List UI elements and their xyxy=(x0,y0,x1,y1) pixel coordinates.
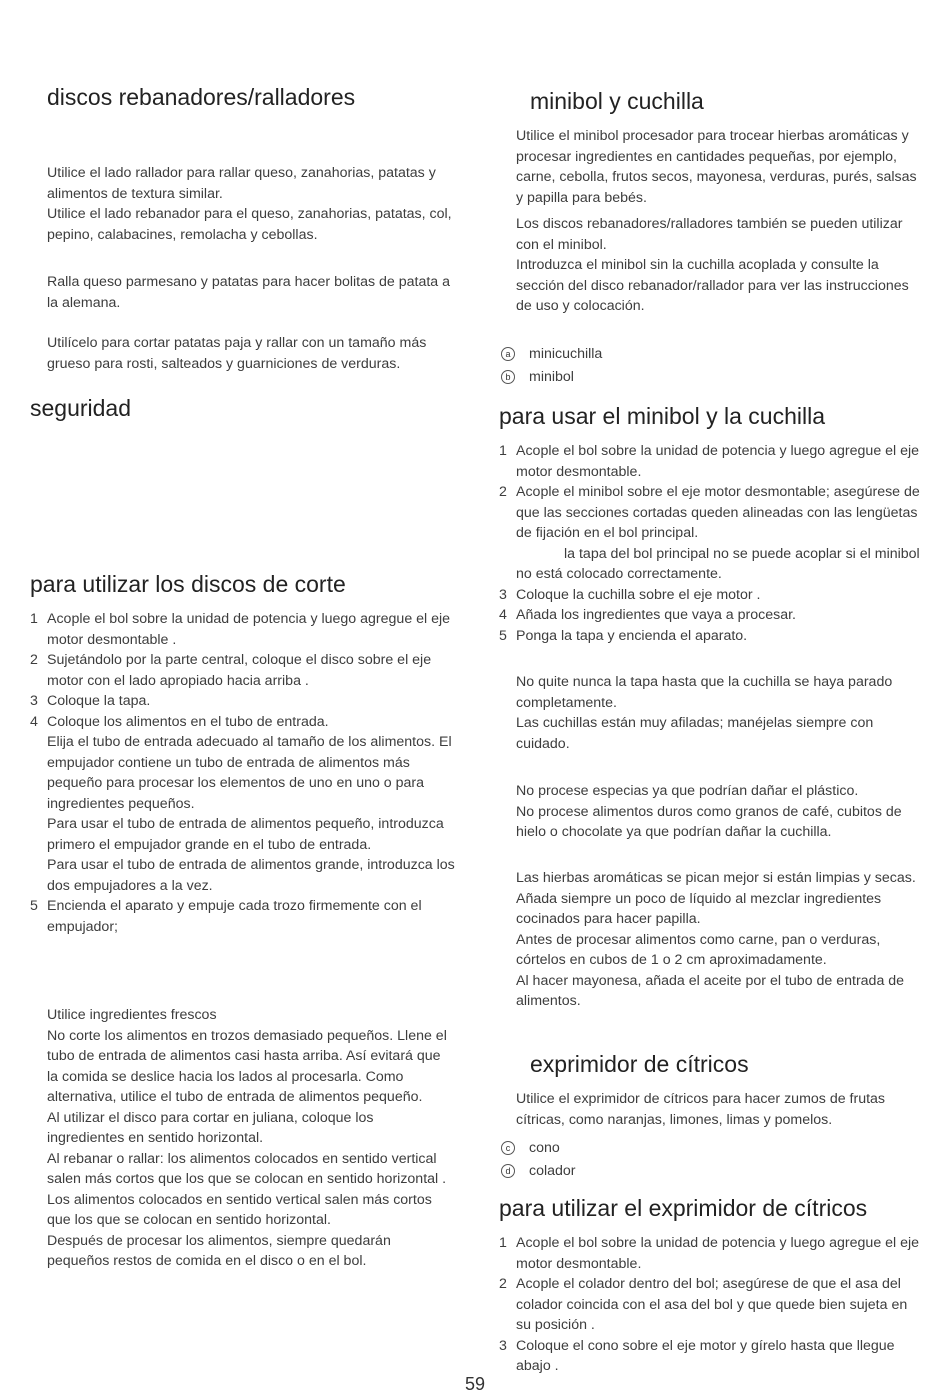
text-line: Al hacer mayonesa, añada el aceite por el tubo de entrada de alimentos. xyxy=(516,972,905,1009)
step-text: Para usar el tubo de entrada de alimentos grande, introduzca los dos empujadores a la vez. xyxy=(47,857,455,894)
step-text: Coloque los alimentos en el tubo de entrada. xyxy=(47,713,329,730)
heading-minibol: minibol y cuchilla xyxy=(530,88,704,114)
text-line: Antes de procesar alimentos como carne, pan o verduras, córtelos en cubos de 1 o 2 cm aproximadamente. xyxy=(516,931,881,968)
heading-discos: discos rebanadores/ralladores xyxy=(47,84,356,110)
heading-usar-minibol: para usar el minibol y la cuchilla xyxy=(499,403,825,429)
step-number: 4 xyxy=(30,713,38,730)
text-line: Los discos rebanadores/ralladores también se pueden utilizar con el minibol. xyxy=(516,216,903,253)
list-item xyxy=(499,626,923,647)
list-item xyxy=(30,712,455,897)
text-line: Ralla queso parmesano y patatas para hacer bolitas de patata a la alemana. xyxy=(47,274,451,311)
text-line: No procese especias ya que podrían dañar el plástico. xyxy=(516,783,859,799)
legend-item xyxy=(501,1137,576,1160)
text-line: Después de procesar los alimentos, siempre quedarán pequeños restos de comida en el disco o en el bol. xyxy=(47,1232,391,1269)
step-text: Coloque el cono sobre el eje motor y gírelo hasta que llegue abajo . xyxy=(516,1337,895,1374)
legend-item xyxy=(501,343,602,366)
text-line: Utilícelo para cortar patatas paja y rallar con un tamaño más grueso para rosti, salteados y guarniciones de verduras. xyxy=(47,335,427,372)
list-item xyxy=(30,896,455,937)
step-text: Elija el tubo de entrada adecuado al tamaño de los alimentos. El empujador contiene un tubo de entrada de alimentos más pequeño para procesar los elementos de uno en uno o para ingredientes pequeños. xyxy=(47,734,452,812)
list-item xyxy=(499,1274,923,1336)
minibol-hints xyxy=(516,868,922,1012)
corte-steps-list xyxy=(30,609,455,937)
text-line: Las hierbas aromáticas se pican mejor si están limpias y secas. xyxy=(516,870,916,886)
step-text: Ponga la tapa y encienda el aparato. xyxy=(516,627,748,644)
step-text: Para usar el tubo de entrada de alimentos pequeño, introduzca primero el empujador grande en el tubo de entrada. xyxy=(47,816,444,853)
text-line: No procese alimentos duros como granos de café, cubitos de hielo o chocolate ya que podrían dañar la cuchilla. xyxy=(516,803,902,840)
heading-usar-exprimidor: para utilizar el exprimidor de cítricos xyxy=(499,1195,868,1221)
minibol-paragraph-2 xyxy=(516,214,922,317)
step-number: 1 xyxy=(30,611,38,627)
legend-item xyxy=(501,366,602,389)
step-text: Añada los ingredientes que vaya a procesar. xyxy=(516,607,796,623)
list-item xyxy=(499,482,923,585)
usar-exprimidor-steps xyxy=(499,1233,923,1377)
step-text: Acople el bol sobre la unidad de potencia y luego agregue el eje motor desmontable. xyxy=(516,1235,920,1272)
text-line: Utilice ingredientes frescos xyxy=(47,1007,217,1023)
step-number: 3 xyxy=(499,586,507,603)
heading-seguridad: seguridad xyxy=(30,395,132,421)
text-line: Añada siempre un poco de líquido al mezclar ingredientes cocinados para hacer papilla. xyxy=(516,890,882,927)
step-number: 1 xyxy=(499,443,507,459)
text-line: Introduzca el minibol sin la cuchilla acoplada y consulte la sección del disco rebanador/rallador para ver las instrucciones de uso y colocación. xyxy=(516,257,909,314)
step-number: 1 xyxy=(499,1235,507,1251)
list-item xyxy=(30,691,455,712)
step-number: 2 xyxy=(499,484,507,500)
step-text: Acople el minibol sobre el eje motor desmontable; asegúrese de que las secciones cortadas queden alineadas con las lengüetas de fijación en el bol principal. xyxy=(516,484,920,541)
list-item xyxy=(30,609,455,650)
minibol-legend xyxy=(501,343,602,388)
text-line: Utilice el lado rallador para rallar queso, zanahorias, patatas y alimentos de textura similar. xyxy=(47,165,436,202)
list-item xyxy=(499,441,923,482)
list-item xyxy=(499,605,923,626)
heading-exprimidor: exprimidor de cítricos xyxy=(530,1051,749,1077)
step-number: 3 xyxy=(499,1337,507,1354)
legend-label: colador xyxy=(529,1162,576,1179)
discos-paragraph-3 xyxy=(47,333,452,374)
corte-tips xyxy=(47,1005,452,1272)
heading-discos-corte: para utilizar los discos de corte xyxy=(30,571,346,597)
usar-minibol-steps xyxy=(499,441,923,646)
page-number: 59 xyxy=(464,1374,486,1394)
list-item xyxy=(30,650,455,691)
list-item xyxy=(499,1233,923,1274)
exprimidor-paragraph xyxy=(516,1089,922,1130)
legend-item xyxy=(501,1160,576,1183)
letter-badge: c xyxy=(501,1141,515,1155)
exprimidor-legend xyxy=(501,1137,576,1182)
legend-label: minicuchilla xyxy=(529,346,603,362)
step-number: 5 xyxy=(499,627,507,644)
text-line: No quite nunca la tapa hasta que la cuchilla se haya parado completamente. xyxy=(516,674,893,711)
legend-label: cono xyxy=(529,1140,560,1156)
legend-label: minibol xyxy=(529,368,574,385)
discos-paragraph-1 xyxy=(47,163,452,245)
step-number: 3 xyxy=(30,693,38,709)
discos-paragraph-2 xyxy=(47,272,452,313)
letter-badge: d xyxy=(501,1164,515,1178)
step-text: la tapa del bol principal no se puede acoplar si el minibol no está colocado correctamente. xyxy=(516,545,920,582)
step-number: 4 xyxy=(499,607,507,623)
text-line: Al utilizar el disco para cortar en juliana, coloque los ingredientes en sentido horizontal. xyxy=(47,1109,374,1146)
step-text: Acople el colador dentro del bol; asegúrese de que el asa del colador coincida con el asa del bol y que quede bien sujeta en su posición . xyxy=(516,1276,908,1333)
text-line: Utilice el exprimidor de cítricos para hacer zumos de frutas cítricas, como naranjas, limones, limas y pomelos. xyxy=(516,1091,886,1128)
step-text: Acople el bol sobre la unidad de potencia y luego agregue el eje motor desmontable . xyxy=(47,611,451,648)
step-number: 5 xyxy=(30,898,38,914)
step-text: Acople el bol sobre la unidad de potencia y luego agregue el eje motor desmontable. xyxy=(516,443,920,480)
list-item xyxy=(499,1336,923,1377)
minibol-paragraph-1 xyxy=(516,126,922,208)
list-item xyxy=(499,585,923,606)
text-line: Los alimentos colocados en sentido vertical salen más cortos que los que se colocan en sentido horizontal. xyxy=(47,1191,432,1228)
text-line: Las cuchillas están muy afiladas; manéjelas siempre con cuidado. xyxy=(516,715,874,752)
text-line: No corte los alimentos en trozos demasiado pequeños. Llene el tubo de entrada de alimentos casi hasta arriba. Así evitará que la comida se deslice hacia los lados al procesarla. Como alternativa, utilice el tubo de entrada de alimentos pequeño. xyxy=(47,1027,447,1105)
step-text: Encienda el aparato y empuje cada trozo firmemente con el empujador; xyxy=(47,898,422,935)
step-number: 2 xyxy=(30,652,38,668)
minibol-warning-1 xyxy=(516,672,922,754)
text-line: Al rebanar o rallar: los alimentos colocados en sentido vertical salen más cortos que los que se colocan en sentido horizontal . xyxy=(47,1150,447,1187)
step-text: Coloque la cuchilla sobre el eje motor . xyxy=(516,586,761,603)
step-number: 2 xyxy=(499,1276,507,1292)
step-text: Coloque la tapa. xyxy=(47,693,151,709)
text-line: Utilice el lado rebanador para el queso, zanahorias, patatas, col, pepino, calabacines, remolacha y cebollas. xyxy=(47,206,452,243)
step-text: Sujetándolo por la parte central, coloque el disco sobre el eje motor con el lado apropiado hacia arriba . xyxy=(47,652,432,689)
letter-badge: b xyxy=(501,370,515,384)
text-line: Utilice el minibol procesador para trocear hierbas aromáticas y procesar ingredientes en cantidades pequeñas, por ejemplo, carne, cebolla, frutos secos, mayonesa, verduras, purés, salsas y papilla para bebés. xyxy=(516,128,917,206)
minibol-warning-2 xyxy=(516,781,922,843)
letter-badge: a xyxy=(501,347,515,361)
